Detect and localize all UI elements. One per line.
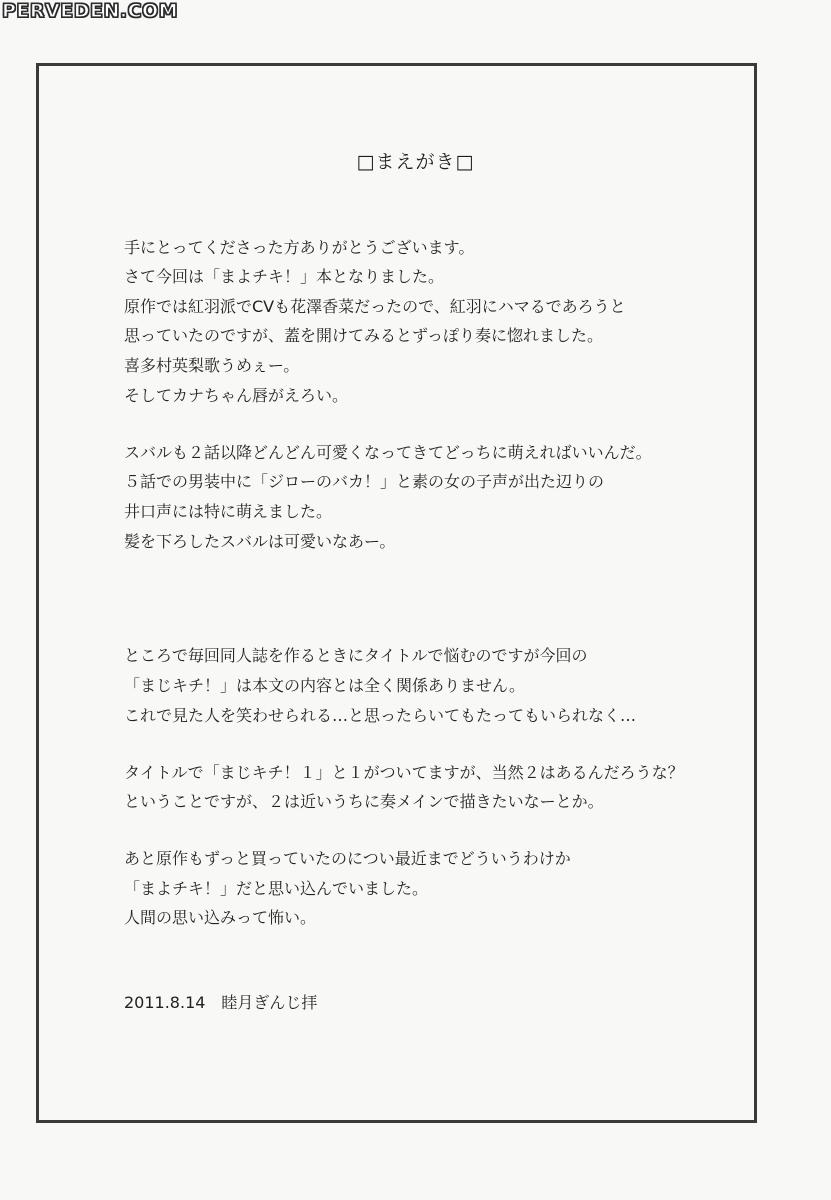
signature-date: 2011.8.14 睦月ぎんじ拝 bbox=[124, 993, 318, 1012]
text-line: 原作では紅羽派でCVも花澤香菜だったので、紅羽にハマるであろうと bbox=[124, 297, 626, 316]
text-line: 「まよチキ！」だと思い込んでいました。 bbox=[124, 879, 429, 898]
page-border-frame bbox=[36, 63, 757, 1123]
text-line: 髪を下ろしたスバルは可愛いなあー。 bbox=[124, 532, 396, 551]
text-line: 手にとってくださった方ありがとうございます。 bbox=[124, 238, 475, 257]
text-line: 人間の思い込みって怖い。 bbox=[124, 908, 317, 927]
text-line: 「まじキチ！」は本文の内容とは全く関係ありません。 bbox=[124, 676, 525, 695]
text-line: タイトルで「まじキチ！１」と１がついてますが、当然２はあるんだろうな？ bbox=[124, 763, 684, 782]
text-line: ５話での男装中に「ジローのバカ！」と素の女の子声が出た辺りの bbox=[124, 472, 605, 491]
text-line: 思っていたのですが、蓋を開けてみるとずっぽり奏に惚れました。 bbox=[124, 326, 604, 345]
text-line: スバルも２話以降どんどん可愛くなってきてどっちに萌えればいいんだ。 bbox=[124, 443, 652, 462]
text-line: さて今回は「まよチキ！」本となりました。 bbox=[124, 267, 445, 286]
text-line: 喜多村英梨歌うめぇー。 bbox=[124, 356, 300, 375]
text-line: そしてカナちゃん唇がえろい。 bbox=[124, 386, 349, 405]
text-line: あと原作もずっと買っていたのについ最近までどういうわけか bbox=[124, 849, 571, 868]
text-line: これで見た人を笑わせられる…と思ったらいてもたってもいられなく… bbox=[124, 706, 637, 725]
text-line: ところで毎回同人誌を作るときにタイトルで悩むのですが今回の bbox=[124, 646, 588, 665]
site-watermark: PERVEDEN.COM bbox=[2, 0, 179, 22]
page-title: □まえがき□ bbox=[356, 151, 475, 173]
text-line: 井口声には特に萌えました。 bbox=[124, 502, 333, 521]
text-line: ということですが、２は近いうちに奏メインで描きたいなーとか。 bbox=[124, 792, 604, 811]
